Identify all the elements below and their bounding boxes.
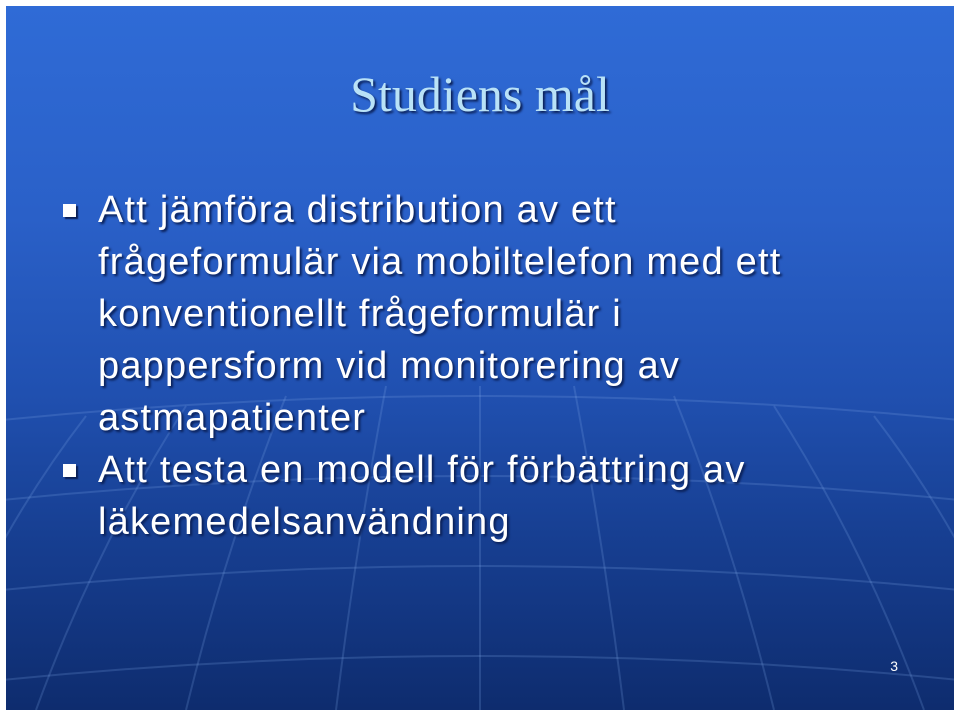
- bullet-text: Att jämföra distribution av ett frågeformulär via mobiltelefon med ett konventionellt frågeformulär i pappersform vid monitorering av astmapatienter: [98, 189, 782, 439]
- bullet-item: [62, 184, 942, 444]
- square-bullet-icon: [63, 204, 76, 217]
- bullet-item: [62, 444, 942, 548]
- slide-title: Studiens mål: [350, 66, 610, 122]
- slide: [6, 6, 954, 710]
- square-bullet-icon: [63, 464, 76, 477]
- bullet-text: Att testa en modell för förbättring av läkemedelsanvändning: [98, 449, 746, 543]
- page-number: 3: [890, 658, 898, 674]
- bullet-list: [62, 184, 942, 548]
